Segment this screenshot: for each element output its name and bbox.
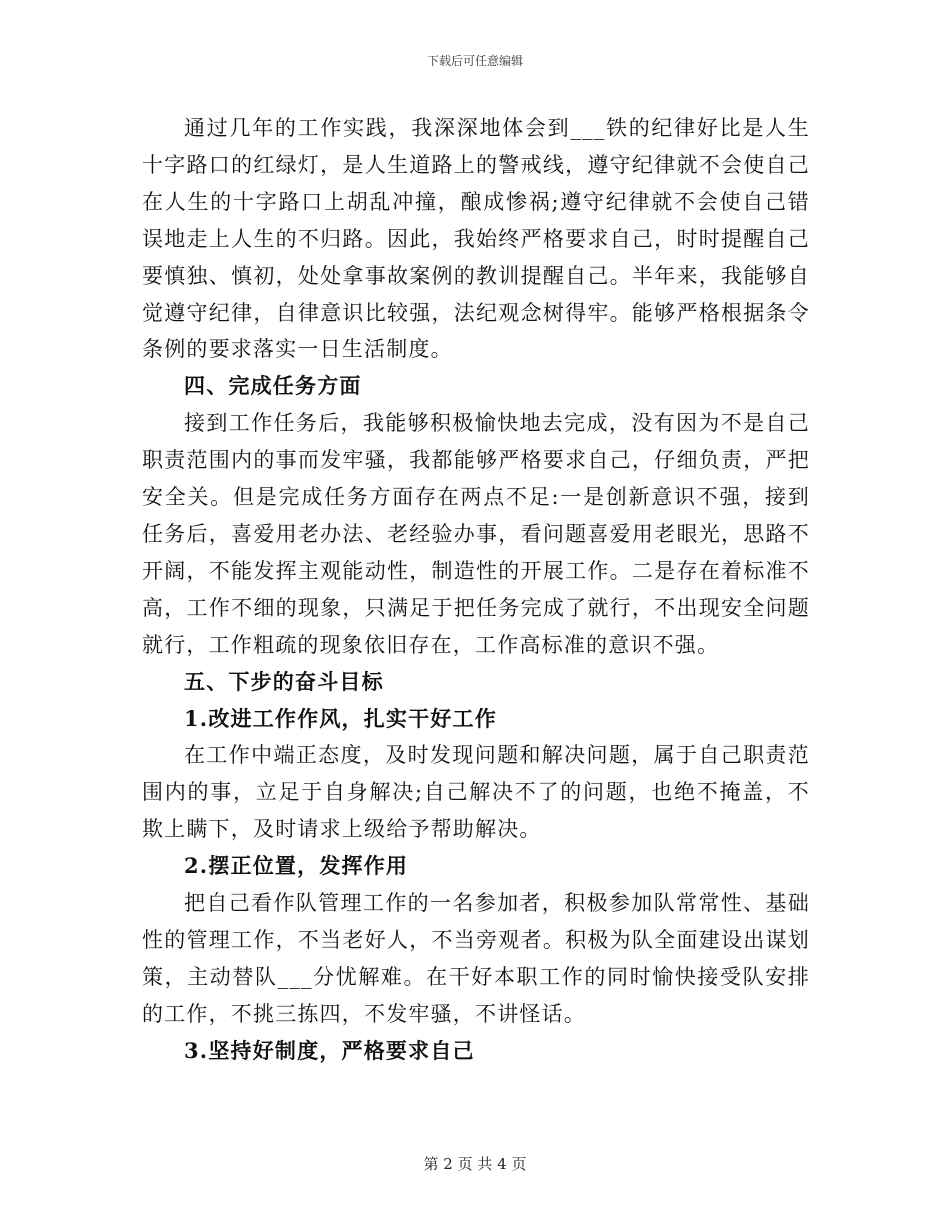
document-body — [142, 110, 810, 1070]
section-heading-tasks: 四、完成任务方面 — [184, 373, 362, 399]
subheading-work-style: 1.改进工作作风，扎实干好工作 — [184, 705, 497, 731]
paragraph-discipline: 通过几年的工作实践，我深深地体会到___铁的纪律好比是人生十字路口的红绿灯，是人生道路上的警戒线，遵守纪律就不会使自己在人生的十字路口上胡乱冲撞，酿成惨祸;遵守纪律就不会使自己错误地走上人生的不归路。因此，我始终严格要求自己，时时提醒自己要慎独、慎初，处处拿事故案例的教训提醒自己。半年来，我能够自觉遵守纪律，自律意识比较强，法纪观念树得牢。能够严格根据条令条例的要求落实一日生活制度。 — [142, 116, 810, 362]
paragraph-work-style: 在工作中端正态度，及时发现问题和解决问题，属于自己职责范围内的事，立足于自身解决;自己解决不了的问题，也绝不掩盖，不欺上瞒下，及时请求上级给予帮助解决。 — [142, 743, 810, 842]
subheading-position: 2.摆正位置，发挥作用 — [184, 853, 409, 879]
paragraph-position: 把自己看作队管理工作的一名参加者，积极参加队常常性、基础性的管理工作，不当老好人，不当旁观者。积极为队全面建设出谋划策，主动替队___分忧解难。在干好本职工作的同时愉快接受队安排的工作，不挑三拣四，不发牢骚，不讲怪话。 — [142, 891, 810, 1026]
section-heading-goals: 五、下步的奋斗目标 — [184, 668, 384, 694]
page-header: 下载后可任意编辑 — [426, 54, 523, 68]
page-footer: 第 2 页 共 4 页 — [423, 1155, 527, 1173]
subheading-system: 3.坚持好制度，严格要求自己 — [184, 1037, 475, 1063]
paragraph-tasks: 接到工作任务后，我能够积极愉快地去完成，没有因为不是自己职责范围内的事而发牢骚，我都能够严格要求自己，仔细负责，严把安全关。但是完成任务方面存在两点不足:一是创新意识不强，接到任务后，喜爱用老办法、老经验办事，看问题喜爱用老眼光，思路不开阔，不能发挥主观能动性，制造性的开展工作。二是存在着标准不高，工作不细的现象，只满足于把任务完成了就行，不出现安全问题就行，工作粗疏的现象依旧存在，工作高标准的意识不强。 — [142, 411, 810, 657]
